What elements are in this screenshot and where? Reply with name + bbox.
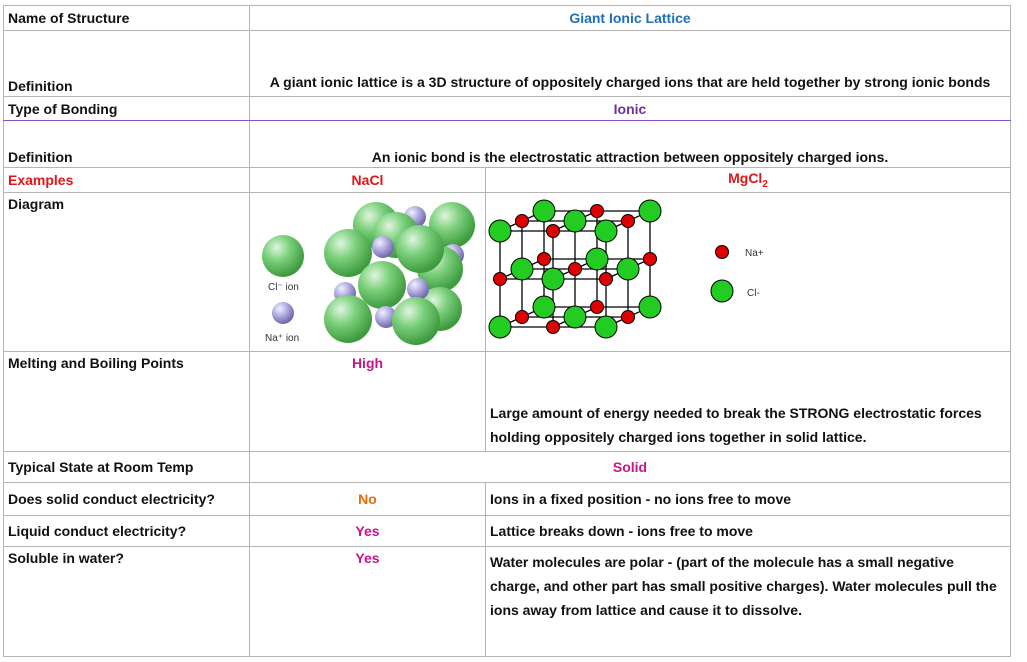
cl-ion-node bbox=[489, 316, 511, 338]
value-melting-boiling: High bbox=[250, 352, 486, 452]
cl-ion-node bbox=[542, 268, 564, 290]
example-nacl: NaCl bbox=[250, 168, 486, 193]
cl-ion-sphere bbox=[396, 225, 444, 273]
explanation-liquid-conduct: Lattice breaks down - ions free to move bbox=[486, 516, 1011, 547]
label-melting-boiling: Melting and Boiling Points bbox=[4, 352, 250, 452]
na-ion-label: Na⁺ ion bbox=[265, 333, 300, 344]
cl-ion-node bbox=[533, 296, 555, 318]
row-name-of-structure bbox=[4, 6, 1011, 31]
label-definition-2: Definition bbox=[4, 121, 250, 168]
na-ion-node bbox=[569, 263, 582, 276]
row-definition-structure bbox=[4, 31, 1011, 97]
na-ion-node bbox=[622, 311, 635, 324]
row-examples bbox=[4, 168, 1011, 193]
na-ion-node bbox=[547, 225, 560, 238]
row-definition-bond bbox=[4, 121, 1011, 168]
mgcl2-lattice-diagram bbox=[486, 193, 1010, 351]
example-mgcl2 bbox=[486, 168, 1011, 193]
cl-ion-node bbox=[564, 306, 586, 328]
na-ion-key-label: Na+ bbox=[745, 248, 764, 259]
explanation-melting-boiling: Large amount of energy needed to break the STRONG electrostatic forces holding oppositely charged ions together in solid lattice. bbox=[486, 352, 1011, 452]
na-ion-node bbox=[516, 215, 529, 228]
label-name-of-structure: Name of Structure bbox=[4, 6, 250, 31]
na-ion-node bbox=[644, 253, 657, 266]
label-diagram: Diagram bbox=[4, 193, 250, 352]
row-type-of-bonding bbox=[4, 97, 1011, 121]
value-soluble: Yes bbox=[250, 547, 486, 657]
cl-ion-node bbox=[639, 296, 661, 318]
nacl-lattice-diagram bbox=[250, 193, 485, 351]
cl-ion-key-label: Cl- bbox=[747, 288, 760, 299]
explanation-soluble: Water molecules are polar - (part of the molecule has a small negative charge, and other part has small positive charges). Water molecules pull the ions away from lattice and cause it to dissolve. bbox=[486, 547, 1011, 657]
na-ion-node bbox=[600, 273, 613, 286]
value-liquid-conduct: Yes bbox=[250, 516, 486, 547]
na-ion-sphere bbox=[407, 278, 429, 300]
na-ion-node bbox=[516, 311, 529, 324]
cl-ion-node bbox=[564, 210, 586, 232]
cl-ion-node bbox=[586, 248, 608, 270]
example-mgcl2-subscript: 2 bbox=[762, 178, 768, 190]
cl-ion-node bbox=[489, 220, 511, 242]
row-melting-boiling bbox=[4, 352, 1011, 452]
cl-ion-node bbox=[533, 200, 555, 222]
row-liquid-conduct bbox=[4, 516, 1011, 547]
na-ion-legend-sphere bbox=[272, 302, 294, 324]
nacl-diagram-cell bbox=[250, 193, 486, 352]
explanation-solid-conduct: Ions in a fixed position - no ions free to move bbox=[486, 483, 1011, 516]
cl-ion-sphere bbox=[392, 297, 440, 345]
na-ion-node bbox=[591, 205, 604, 218]
cl-ion-label: Cl⁻ ion bbox=[268, 282, 299, 293]
label-solid-conduct: Does solid conduct electricity? bbox=[4, 483, 250, 516]
row-soluble bbox=[4, 547, 1011, 657]
label-soluble: Soluble in water? bbox=[4, 547, 250, 657]
cl-ion-node bbox=[639, 200, 661, 222]
example-mgcl2-base: MgCl bbox=[728, 170, 763, 187]
value-structure-name: Giant Ionic Lattice bbox=[250, 6, 1011, 31]
na-ion-node bbox=[494, 273, 507, 286]
value-definition-structure: A giant ionic lattice is a 3D structure of oppositely charged ions that are held together by strong ionic bonds bbox=[250, 31, 1011, 97]
value-definition-bond: An ionic bond is the electrostatic attraction between oppositely charged ions. bbox=[250, 121, 1011, 168]
value-solid-conduct: No bbox=[250, 483, 486, 516]
label-type-of-bonding: Type of Bonding bbox=[4, 97, 250, 121]
na-ion-node bbox=[547, 321, 560, 334]
cl-ion-legend-sphere bbox=[262, 235, 304, 277]
cl-ion-sphere bbox=[358, 261, 406, 309]
cl-ion-node bbox=[511, 258, 533, 280]
na-ion-node bbox=[538, 253, 551, 266]
na-ion-key-marker bbox=[716, 246, 729, 259]
value-bonding-type: Ionic bbox=[250, 97, 1011, 121]
row-diagram bbox=[4, 193, 1011, 352]
row-solid-conduct bbox=[4, 483, 1011, 516]
cl-ion-node bbox=[595, 316, 617, 338]
na-ion-sphere bbox=[372, 236, 394, 258]
label-typical-state: Typical State at Room Temp bbox=[4, 452, 250, 483]
ionic-lattice-table bbox=[3, 5, 1011, 657]
value-typical-state: Solid bbox=[250, 452, 1011, 483]
row-typical-state bbox=[4, 452, 1011, 483]
na-ion-node bbox=[622, 215, 635, 228]
label-examples: Examples bbox=[4, 168, 250, 193]
na-ion-node bbox=[591, 301, 604, 314]
cl-ion-node bbox=[617, 258, 639, 280]
cl-ion-key-marker bbox=[711, 280, 733, 302]
label-liquid-conduct: Liquid conduct electricity? bbox=[4, 516, 250, 547]
cl-ion-node bbox=[595, 220, 617, 242]
cl-ion-sphere bbox=[324, 295, 372, 343]
label-definition-1: Definition bbox=[4, 31, 250, 97]
mgcl2-diagram-cell bbox=[486, 193, 1011, 352]
